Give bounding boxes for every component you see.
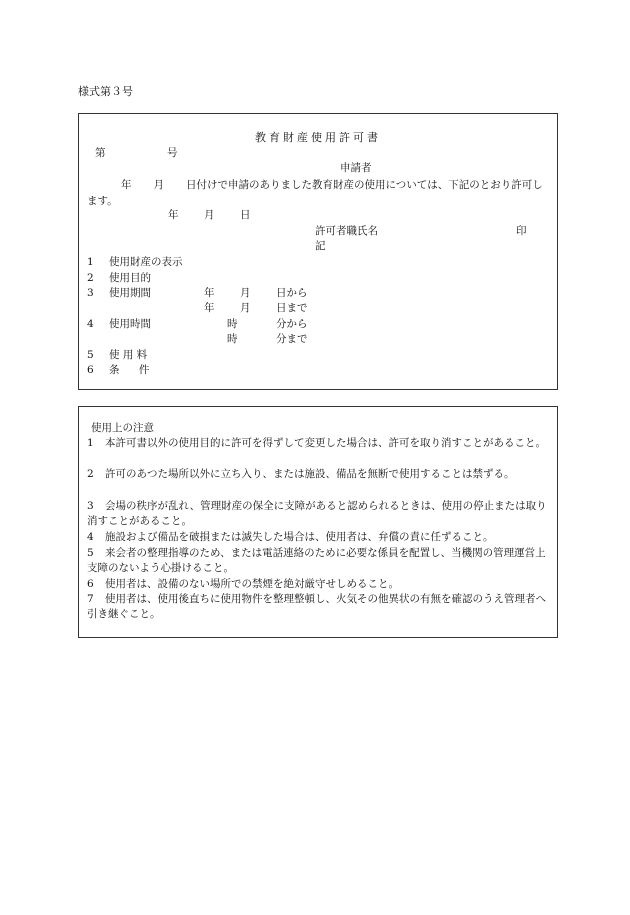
item-num: 5 bbox=[87, 349, 94, 361]
period-from-year: 年 bbox=[204, 287, 215, 299]
date-day: 日 bbox=[240, 209, 251, 221]
notice-item bbox=[87, 467, 553, 482]
permit-box bbox=[78, 113, 558, 390]
notice-text: 使用者は、設備のない場所での禁煙を絶対厳守せしめること。 bbox=[105, 578, 399, 590]
form-number: 様式第３号 bbox=[78, 85, 133, 98]
period-to-day: 日まで bbox=[276, 302, 308, 314]
item-label: 使用目的 bbox=[109, 272, 151, 284]
permit-number-suffix: 号 bbox=[167, 147, 178, 159]
time-from-minute: 分から bbox=[276, 318, 308, 330]
notice-num: 2 bbox=[87, 468, 94, 480]
time-to-minute: 分まで bbox=[276, 333, 308, 345]
item-label: 使 用 料 bbox=[109, 349, 148, 361]
notice-text: 本許可書以外の使用目的に許可を得ずして変更した場合は、許可を取り消すことがあること。 bbox=[105, 437, 546, 449]
body-month: 月 bbox=[153, 179, 164, 191]
date-month: 月 bbox=[204, 209, 215, 221]
body-text: 日付けで申請のありました教育財産の使用については、下記のとおり許可します。 bbox=[87, 179, 543, 207]
time-to-hour: 時 bbox=[227, 333, 238, 345]
notice-item bbox=[87, 546, 553, 576]
notice-text: 来会者の整理指導のため、または電話連絡のために必要な係員を配置し、当機関の管理運営上支障のないよう心掛けること。 bbox=[87, 547, 546, 574]
notice-item bbox=[87, 577, 553, 592]
permit-title: 教育財産使用許可書 bbox=[255, 131, 381, 144]
seal-mark: 印 bbox=[516, 225, 527, 237]
notice-item bbox=[87, 592, 553, 622]
item-num: 2 bbox=[87, 272, 94, 284]
item-num: 6 bbox=[87, 364, 94, 376]
period-to-year: 年 bbox=[204, 302, 215, 314]
item-label: 使用時間 bbox=[109, 318, 151, 330]
date-year: 年 bbox=[168, 209, 179, 221]
item-label: 使用期間 bbox=[109, 287, 151, 299]
permit-body bbox=[87, 178, 549, 209]
item-num: 3 bbox=[87, 287, 94, 299]
period-to-month: 月 bbox=[240, 302, 251, 314]
notice-num: 7 bbox=[87, 593, 94, 605]
notice-box bbox=[78, 406, 558, 638]
notice-text: 使用者は、使用後直ちに使用物件を整理整頓し、火気その他異状の有無を確認のうえ管理者へ引き継ぐこと。 bbox=[87, 593, 546, 620]
notice-num: 1 bbox=[87, 437, 94, 449]
notice-item bbox=[87, 530, 553, 545]
notice-heading: 使用上の注意 bbox=[91, 422, 154, 434]
notice-text: 会場の秩序が乱れ、管理財産の保全に支障があると認められるときは、使用の停止または取り消すことがあること。 bbox=[87, 500, 547, 527]
period-from-day: 日から bbox=[276, 287, 308, 299]
item-num: 1 bbox=[87, 256, 94, 268]
notice-num: 4 bbox=[87, 531, 94, 543]
period-from-month: 月 bbox=[240, 287, 251, 299]
record-label: 記 bbox=[315, 240, 326, 252]
notice-item bbox=[87, 436, 553, 451]
notice-num: 5 bbox=[87, 547, 94, 559]
applicant-label: 申請者 bbox=[340, 162, 372, 174]
notice-item bbox=[87, 499, 553, 529]
permit-number-prefix: 第 bbox=[95, 147, 106, 159]
notice-num: 3 bbox=[87, 500, 94, 512]
item-label: 条 件 bbox=[109, 364, 150, 376]
item-label: 使用財産の表示 bbox=[109, 256, 183, 268]
time-from-hour: 時 bbox=[227, 318, 238, 330]
body-year: 年 bbox=[121, 179, 132, 191]
notice-text: 許可のあつた場所以外に立ち入り、または施設、備品を無断で使用することは禁ずる。 bbox=[105, 468, 515, 480]
authority-label: 許可者職氏名 bbox=[315, 225, 378, 237]
notice-text: 施設および備品を破損または滅失した場合は、使用者は、弁償の責に任ずること。 bbox=[105, 531, 494, 543]
item-num: 4 bbox=[87, 318, 94, 330]
notice-num: 6 bbox=[87, 578, 94, 590]
